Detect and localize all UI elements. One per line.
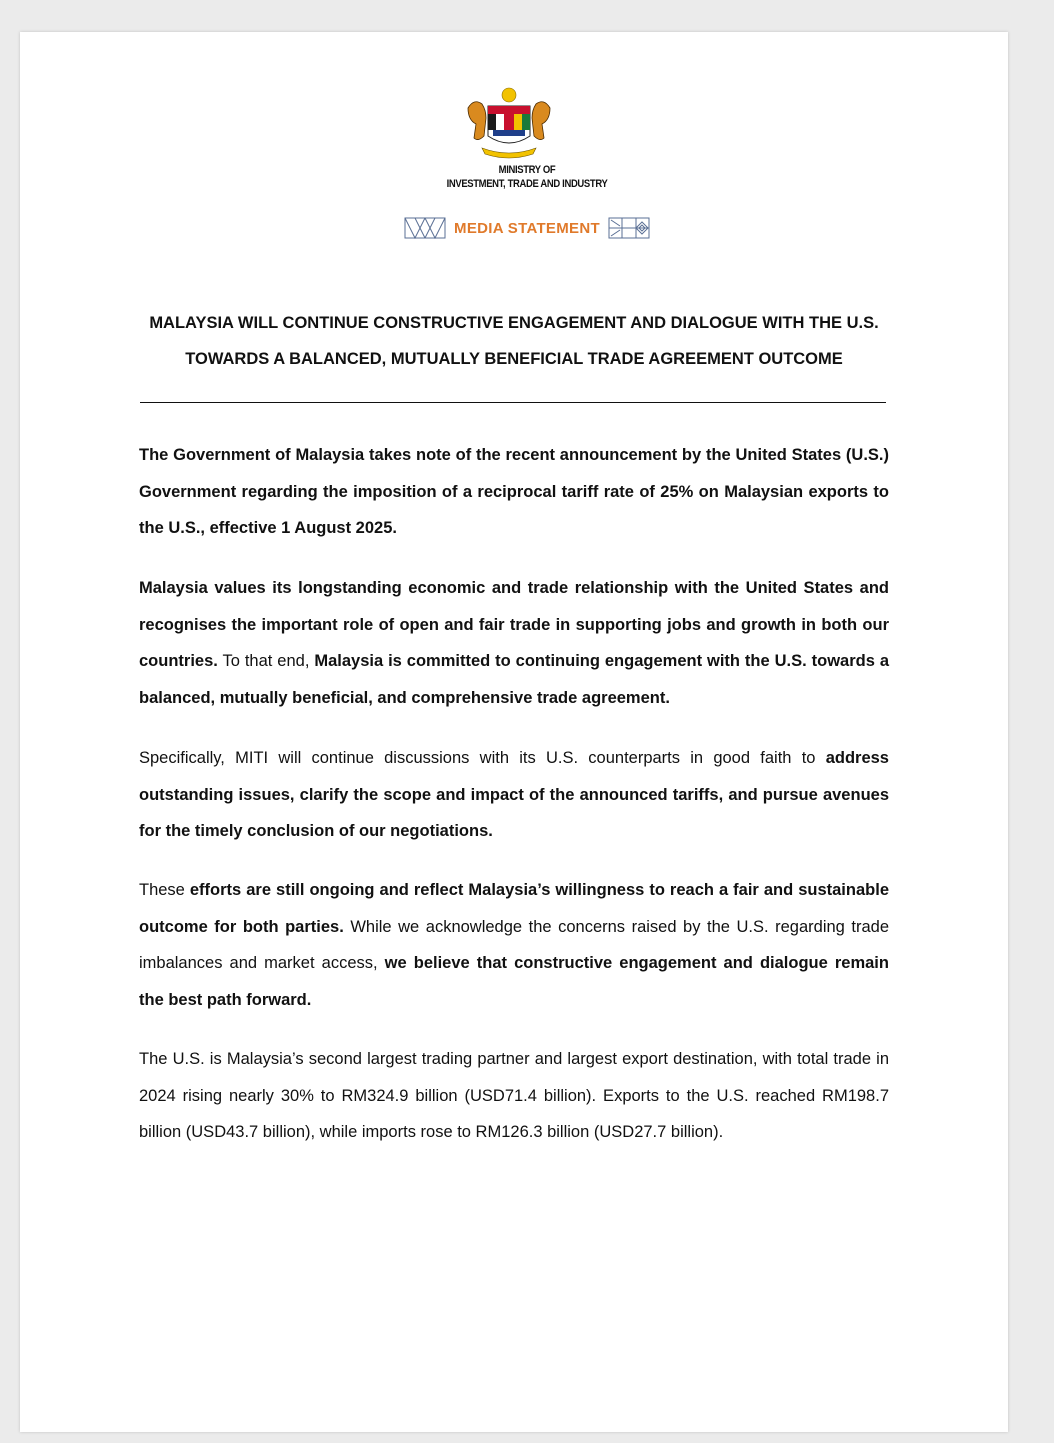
ministry-name-line1: MINISTRY OF: [498, 164, 556, 176]
paragraph-4-bold-a: efforts are still ongoing and reflect Malaysia’s willingness to reach a fair and sustainable outcome for both parties.: [139, 881, 889, 936]
media-statement-banner: [0, 217, 1054, 239]
ministry-name-line2: INVESTMENT, TRADE AND INDUSTRY: [446, 178, 608, 190]
paragraph-5-text: The U.S. is Malaysia’s second largest trading partner and largest export destination, with total trade in 2024 rising nearly 30% to RM324.9 billion (USD71.4 billion). Exports to the U.S. reached RM198.7 billion (USD43.7 billion), while imports rose to RM126.3 billion (USD27.7 billion).: [139, 1050, 889, 1142]
paragraph-3-bold: address outstanding issues, clarify the scope and impact of the announced tariffs, and pursue avenues for the timely conclusion of our negotiations.: [139, 749, 889, 841]
paragraph-2-bold-b: Malaysia is committed to continuing engagement with the U.S. towards a balanced, mutually beneficial, and comprehensive trade agreement.: [139, 652, 889, 708]
paragraph-1: [139, 437, 889, 547]
paragraph-4-text-b: While we acknowledge the concerns raised by the U.S. regarding trade imbalances and market access,: [139, 917, 889, 973]
document-page: [20, 32, 1008, 1432]
paragraph-4-text-a: These: [139, 881, 190, 899]
paragraph-4-bold-b: we believe that constructive engagement and dialogue remain the best path forward.: [139, 954, 889, 1010]
paragraph-2-bold-a: Malaysia values its longstanding economic and trade relationship with the United States and recognises the important role of open and fair trade in supporting jobs and growth in both our countries.: [139, 579, 889, 671]
paragraph-3-text: Specifically, MITI will continue discussions with its U.S. counterparts in good faith to: [139, 749, 826, 767]
paragraph-2-text: To that end,: [217, 652, 315, 671]
paragraph-5: [139, 1041, 889, 1151]
media-statement-label: MEDIA STATEMENT: [454, 219, 600, 237]
statement-title-line2: TOWARDS A BALANCED, MUTUALLY BENEFICIAL TRADE AGREEMENT OUTCOME: [185, 350, 843, 368]
geometric-pattern-icon: [404, 217, 446, 239]
paragraph-2: [139, 570, 889, 717]
title-divider: [140, 402, 886, 403]
paragraph-1-bold: The Government of Malaysia takes note of the recent announcement by the United States (U.S.) Government regarding the imposition of a reciprocal tariff rate of 25% on Malaysian exports to the U.S., effective 1 August 2025.: [139, 446, 889, 538]
paragraph-3: [139, 740, 889, 850]
statement-title-line1: MALAYSIA WILL CONTINUE CONSTRUCTIVE ENGAGEMENT AND DIALOGUE WITH THE U.S.: [149, 314, 879, 332]
malaysia-coat-of-arms-icon: [460, 86, 558, 166]
paragraph-4: [139, 872, 889, 1019]
geometric-pattern-icon: [608, 217, 650, 239]
